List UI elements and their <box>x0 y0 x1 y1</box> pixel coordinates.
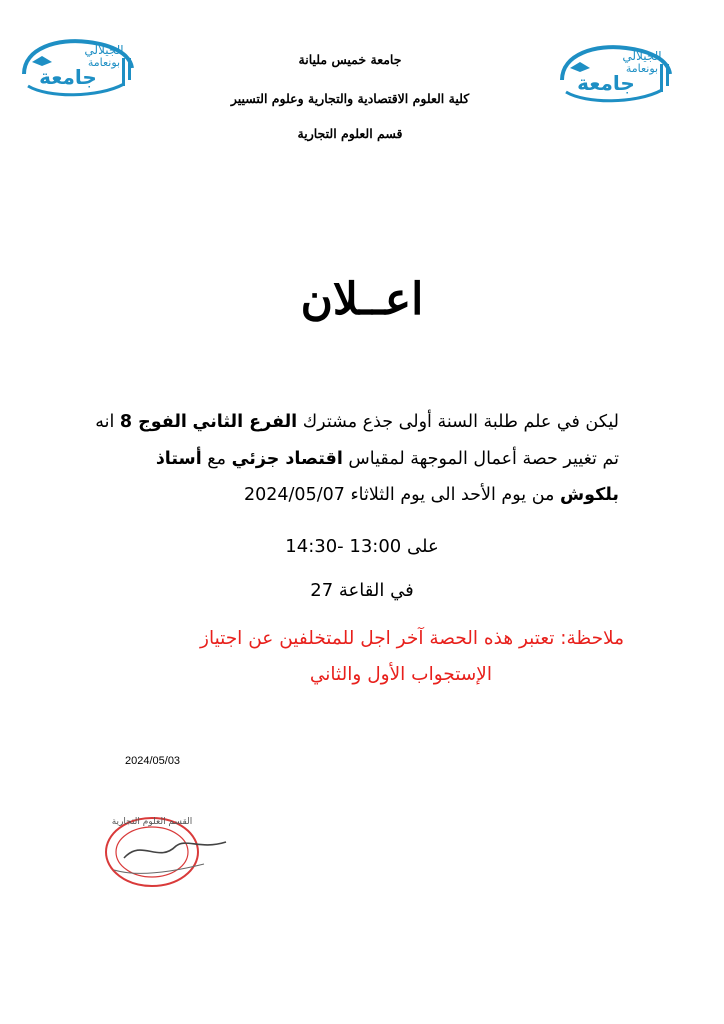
faculty-name: كلية العلوم الاقتصادية والتجارية وعلوم التسيير <box>230 91 470 106</box>
logo-text-big: جامعة <box>39 65 97 89</box>
room-line: في القاعة 27 <box>310 580 414 601</box>
logo-text-top: الجيلالي <box>84 43 124 57</box>
university-name: جامعة خميس مليانة <box>298 52 402 67</box>
university-logo-left <box>18 34 138 100</box>
body-text: مع <box>201 449 232 469</box>
department-stamp <box>94 808 234 892</box>
branch-label: الفرع الثاني <box>192 412 298 432</box>
body-text: تم تغيير حصة أعمال الموجهة لمقياس <box>342 449 619 469</box>
logo-text-big: جامعة <box>577 71 635 95</box>
body-line-1 <box>95 412 619 432</box>
professor-name: بلكوش <box>559 485 619 505</box>
group-label: الفوج 8 <box>119 412 187 432</box>
logo-text-top: الجيلالي <box>622 49 662 63</box>
signature <box>124 842 226 858</box>
stamp-text: القسم العلوم التجارية <box>111 817 193 827</box>
body-text: ليكن في علم طلبة السنة أولى جذع مشترك <box>297 412 619 432</box>
note-line-2: الإستجواب الأول والثاني <box>309 664 492 685</box>
document-date: 2024/05/03 <box>125 755 181 767</box>
body-line-2 <box>156 449 619 469</box>
body-text: انه <box>95 412 120 432</box>
department-name: قسم العلوم التجارية <box>297 126 403 141</box>
note-line-1: ملاحظة: تعتبر هذه الحصة آخر اجل للمتخلفين عن اجتياز <box>200 628 624 649</box>
logo-text-mid: بونعامة <box>87 56 121 69</box>
logo-text-mid: بونعامة <box>625 62 659 75</box>
module-label: اقتصاد جزئي <box>231 449 343 469</box>
body-text: من يوم الأحد الى يوم الثلاثاء 2024/05/07 <box>244 485 560 505</box>
professor-title: أستاذ <box>155 449 202 469</box>
time-line: على 13:00 -14:30 <box>285 536 439 557</box>
announcement-title: اعــلان <box>300 274 424 325</box>
university-logo-right <box>556 40 676 106</box>
body-line-3 <box>244 485 619 505</box>
